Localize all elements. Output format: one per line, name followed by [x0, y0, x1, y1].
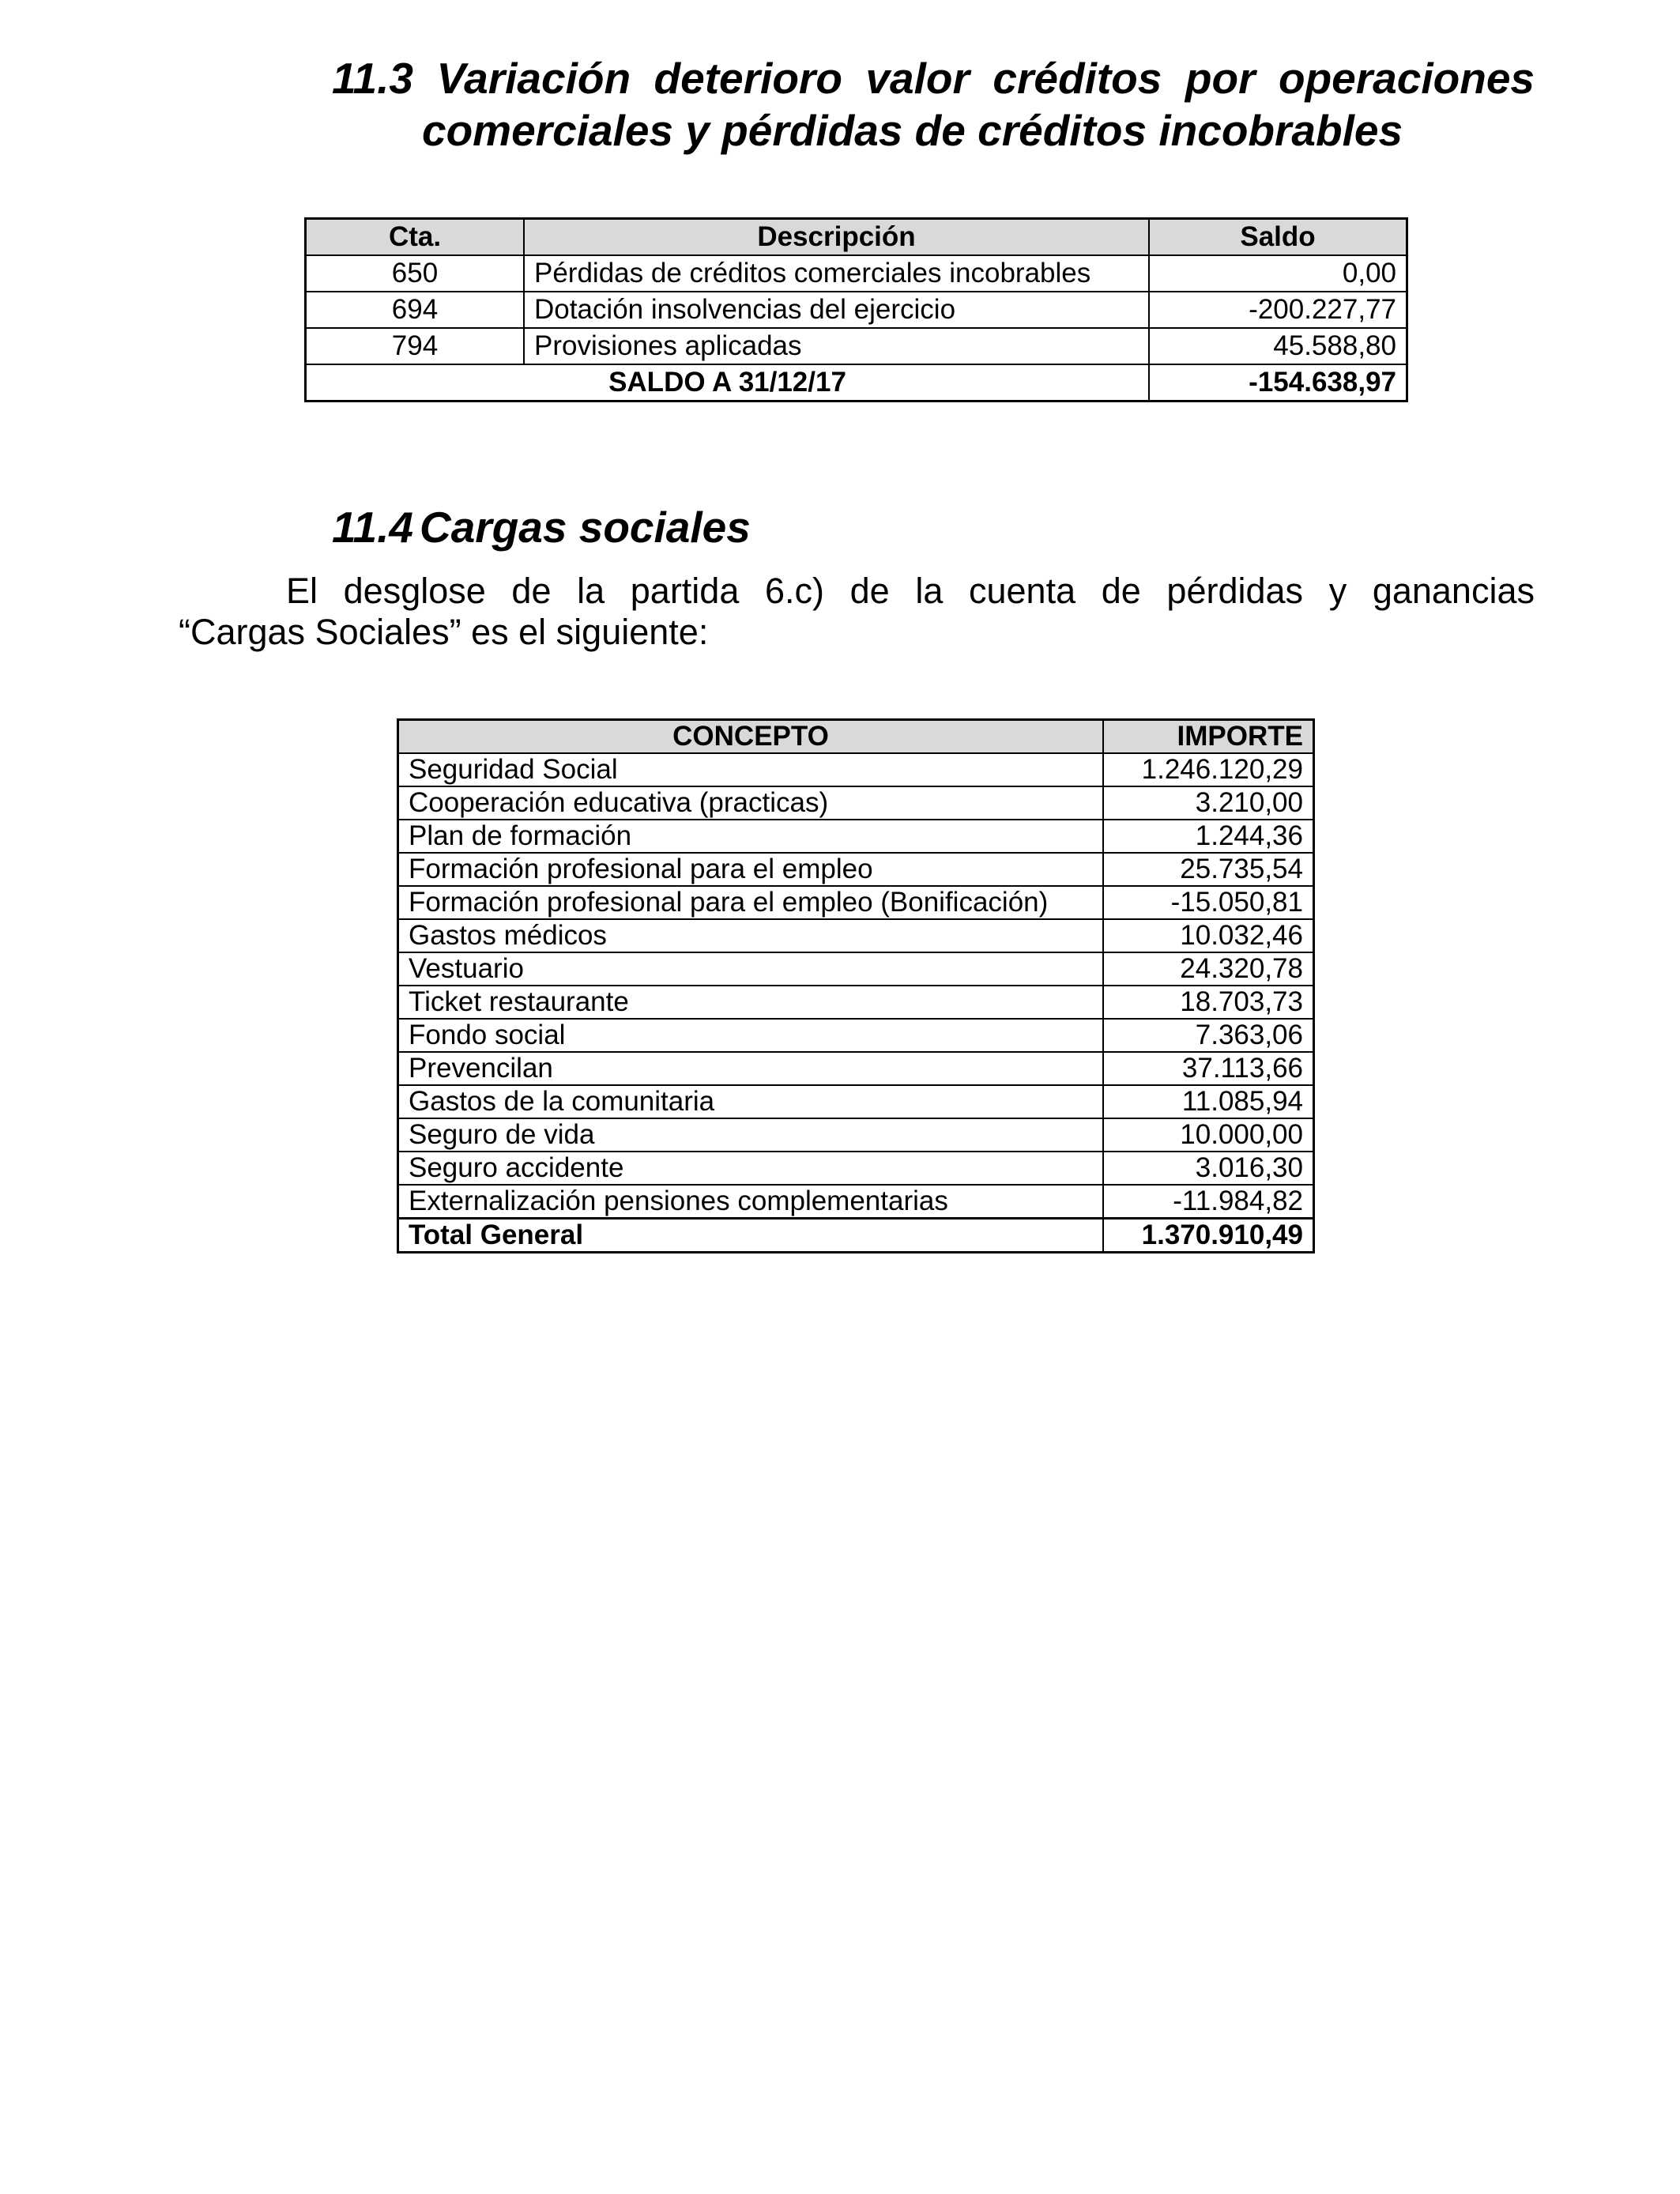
cell-importe: -11.984,82: [1103, 1185, 1314, 1219]
section-11-4-title: Cargas sociales: [419, 503, 751, 552]
paragraph-line2: “Cargas Sociales” es el siguiente:: [179, 612, 709, 652]
table-row: [306, 292, 1407, 328]
cell-importe: 24.320,78: [1103, 952, 1314, 986]
header-importe: IMPORTE: [1103, 720, 1314, 754]
cell-importe: 1.246.120,29: [1103, 753, 1314, 786]
cell-importe: 25.735,54: [1103, 853, 1314, 886]
cell-descripcion: Pérdidas de créditos comerciales incobrables: [524, 255, 1149, 292]
cell-concepto: Formación profesional para el empleo: [398, 853, 1104, 886]
cell-importe: 10.000,00: [1103, 1118, 1314, 1152]
table-row: [398, 853, 1314, 886]
header-concepto: CONCEPTO: [398, 720, 1104, 754]
cell-concepto: Gastos de la comunitaria: [398, 1085, 1104, 1118]
cell-importe: 3.016,30: [1103, 1152, 1314, 1185]
cell-saldo: 0,00: [1149, 255, 1407, 292]
cell-concepto: Fondo social: [398, 1019, 1104, 1052]
total-label: Total General: [398, 1219, 1104, 1253]
cell-importe: 1.244,36: [1103, 820, 1314, 853]
section-11-4-number: 11.4: [332, 503, 413, 552]
section-11-3-title-line2: comerciales y pérdidas de créditos incobrables: [422, 106, 1403, 155]
deterioro-creditos-table: [304, 217, 1408, 402]
table-row: [398, 1152, 1314, 1185]
table-row: [398, 1185, 1314, 1219]
table-row: [398, 786, 1314, 820]
table-row: [398, 886, 1314, 919]
total-value: 1.370.910,49: [1103, 1219, 1314, 1253]
cell-importe: 10.032,46: [1103, 919, 1314, 952]
paragraph-line1: El desglose de la partida 6.c) de la cuenta de pérdidas y ganancias: [286, 571, 1535, 611]
cell-cta: 650: [306, 255, 525, 292]
cell-concepto: Externalización pensiones complementarias: [398, 1185, 1104, 1219]
section-11-3-number: 11.3: [332, 54, 413, 103]
header-cta: Cta.: [306, 219, 525, 256]
table-row: [398, 753, 1314, 786]
cell-cta: 694: [306, 292, 525, 328]
cell-descripcion: Provisiones aplicadas: [524, 328, 1149, 364]
header-saldo: Saldo: [1149, 219, 1407, 256]
cell-cta: 794: [306, 328, 525, 364]
cell-concepto: Gastos médicos: [398, 919, 1104, 952]
cell-importe: 18.703,73: [1103, 986, 1314, 1019]
table-row: [306, 255, 1407, 292]
cell-importe: 37.113,66: [1103, 1052, 1314, 1085]
total-value: -154.638,97: [1149, 364, 1407, 401]
cell-saldo: -200.227,77: [1149, 292, 1407, 328]
section-11-4-heading: [332, 501, 751, 553]
table-row: [398, 1019, 1314, 1052]
cell-importe: -15.050,81: [1103, 886, 1314, 919]
cell-concepto: Seguro de vida: [398, 1118, 1104, 1152]
cell-concepto: Formación profesional para el empleo (Bonificación): [398, 886, 1104, 919]
cell-importe: 7.363,06: [1103, 1019, 1314, 1052]
table-header-row: [398, 720, 1314, 754]
section-11-3-title-line1: [332, 52, 1535, 104]
cell-concepto: Seguridad Social: [398, 753, 1104, 786]
cell-saldo: 45.588,80: [1149, 328, 1407, 364]
cell-concepto: Vestuario: [398, 952, 1104, 986]
section-11-3-heading: [332, 52, 1535, 156]
section-11-3-title-text: Variación deterioro valor créditos por operaciones: [436, 54, 1535, 103]
table-row: [398, 986, 1314, 1019]
header-descripcion: Descripción: [524, 219, 1149, 256]
total-label: SALDO A 31/12/17: [306, 364, 1150, 401]
table-row: [398, 919, 1314, 952]
table-total-row: [398, 1219, 1314, 1253]
table-row: [398, 820, 1314, 853]
cell-concepto: Plan de formación: [398, 820, 1104, 853]
cell-importe: 11.085,94: [1103, 1085, 1314, 1118]
table-row: [398, 952, 1314, 986]
table-header-row: [306, 219, 1407, 256]
cell-concepto: Seguro accidente: [398, 1152, 1104, 1185]
cell-descripcion: Dotación insolvencias del ejercicio: [524, 292, 1149, 328]
cell-concepto: Cooperación educativa (practicas): [398, 786, 1104, 820]
table-row: [398, 1118, 1314, 1152]
table-row: [398, 1085, 1314, 1118]
cargas-sociales-table: [397, 718, 1315, 1253]
table-row: [306, 328, 1407, 364]
cell-importe: 3.210,00: [1103, 786, 1314, 820]
cell-concepto: Ticket restaurante: [398, 986, 1104, 1019]
table-total-row: [306, 364, 1407, 401]
table-row: [398, 1052, 1314, 1085]
cargas-sociales-paragraph: [179, 571, 1535, 653]
cell-concepto: Prevencilan: [398, 1052, 1104, 1085]
